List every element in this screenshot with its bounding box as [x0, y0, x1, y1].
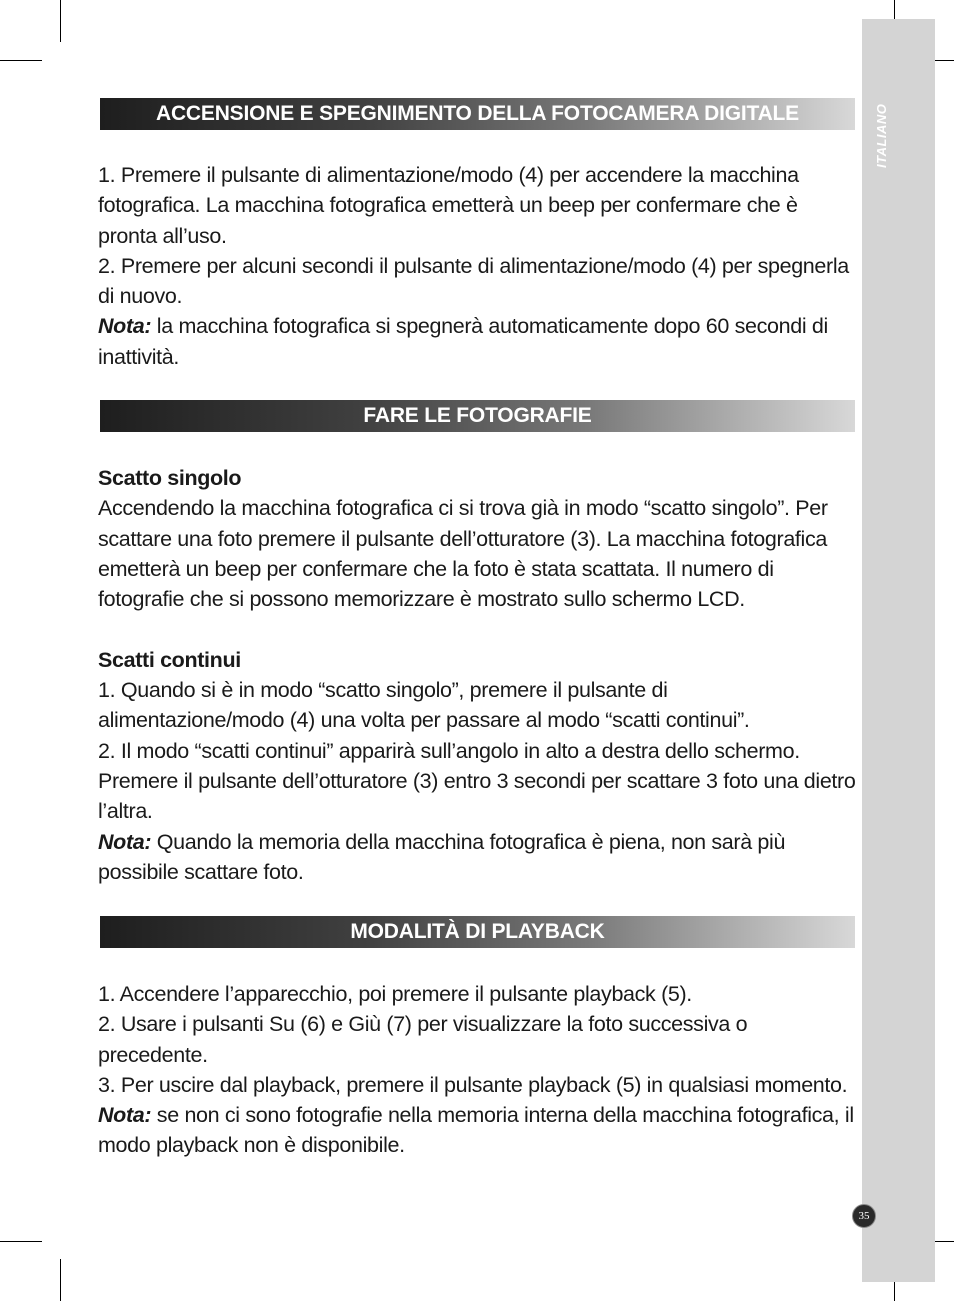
paragraph: 3. Per uscire dal playback, premere il pulsante playback (5) in qualsiasi momento.	[98, 1072, 848, 1097]
subheading-single: Scatto singolo	[98, 466, 242, 490]
note-label: Nota:	[98, 1103, 152, 1128]
note	[98, 827, 858, 888]
section-photos-body	[98, 463, 858, 887]
paragraph: 1. Accendere l’apparecchio, poi premere il pulsante playback (5).	[98, 982, 692, 1006]
paragraph: 2. Il modo “scatti continui” apparirà sull’angolo in alto a destra dello schermo. Premere il pulsante dell’otturatore (3) entro 3 secondi per scattare 3 foto una dietro l’altra.	[98, 738, 856, 824]
section-title-photos: FARE LE FOTOGRAFIE	[100, 400, 855, 432]
note-label: Nota:	[98, 314, 152, 339]
subheading-continuous: Scatti continui	[98, 647, 241, 672]
language-label: ITALIANO	[874, 103, 889, 168]
page-number: 35	[852, 1204, 876, 1228]
crop-mark	[0, 1241, 42, 1242]
spacer	[98, 614, 858, 644]
section-title-power: ACCENSIONE E SPEGNIMENTO DELLA FOTOCAMERA DIGITALE	[100, 98, 855, 130]
language-sidebar	[862, 19, 935, 1282]
note-text: Quando la memoria della macchina fotografica è piena, non sarà più possibile scattare foto.	[98, 829, 786, 884]
note-text: la macchina fotografica si spegnerà automaticamente dopo 60 secondi di inattività.	[98, 314, 828, 369]
paragraph: Accendendo la macchina fotografica ci si trova già in modo “scatto singolo”. Per scattare una foto premere il pulsante dell’otturatore (3). La macchina fotografica emetterà un beep per confermare che la foto è stata scattata. Il numero di fotografie che si possono memorizzare è mostrato sullo schermo LCD.	[98, 496, 828, 612]
section-power-body	[98, 160, 858, 372]
note-label: Nota:	[98, 829, 152, 854]
paragraph: 1. Premere il pulsante di alimentazione/modo (4) per accendere la macchina fotografica. La macchina fotografica emetterà un beep per confermare che è pronta all’uso.	[98, 163, 799, 248]
paragraph: 1. Quando si è in modo “scatto singolo”, premere il pulsante di alimentazione/modo (4) una volta per passare al modo “scatti continui”.	[98, 678, 750, 733]
crop-mark	[60, 1259, 61, 1301]
note	[98, 1100, 858, 1161]
crop-mark	[60, 0, 61, 42]
note	[98, 311, 858, 372]
note-text: se non ci sono fotografie nella memoria interna della macchina fotografica, il modo playback non è disponibile.	[98, 1103, 854, 1158]
paragraph: 2. Usare i pulsanti Su (6) e Giù (7) per visualizzare la foto successiva o precedente.	[98, 1012, 748, 1067]
section-playback-body	[98, 979, 858, 1161]
paragraph: 2. Premere per alcuni secondi il pulsante di alimentazione/modo (4) per spegnerla di nuovo.	[98, 253, 849, 309]
section-title-playback: MODALITÀ DI PLAYBACK	[100, 916, 855, 948]
crop-mark	[0, 60, 42, 61]
